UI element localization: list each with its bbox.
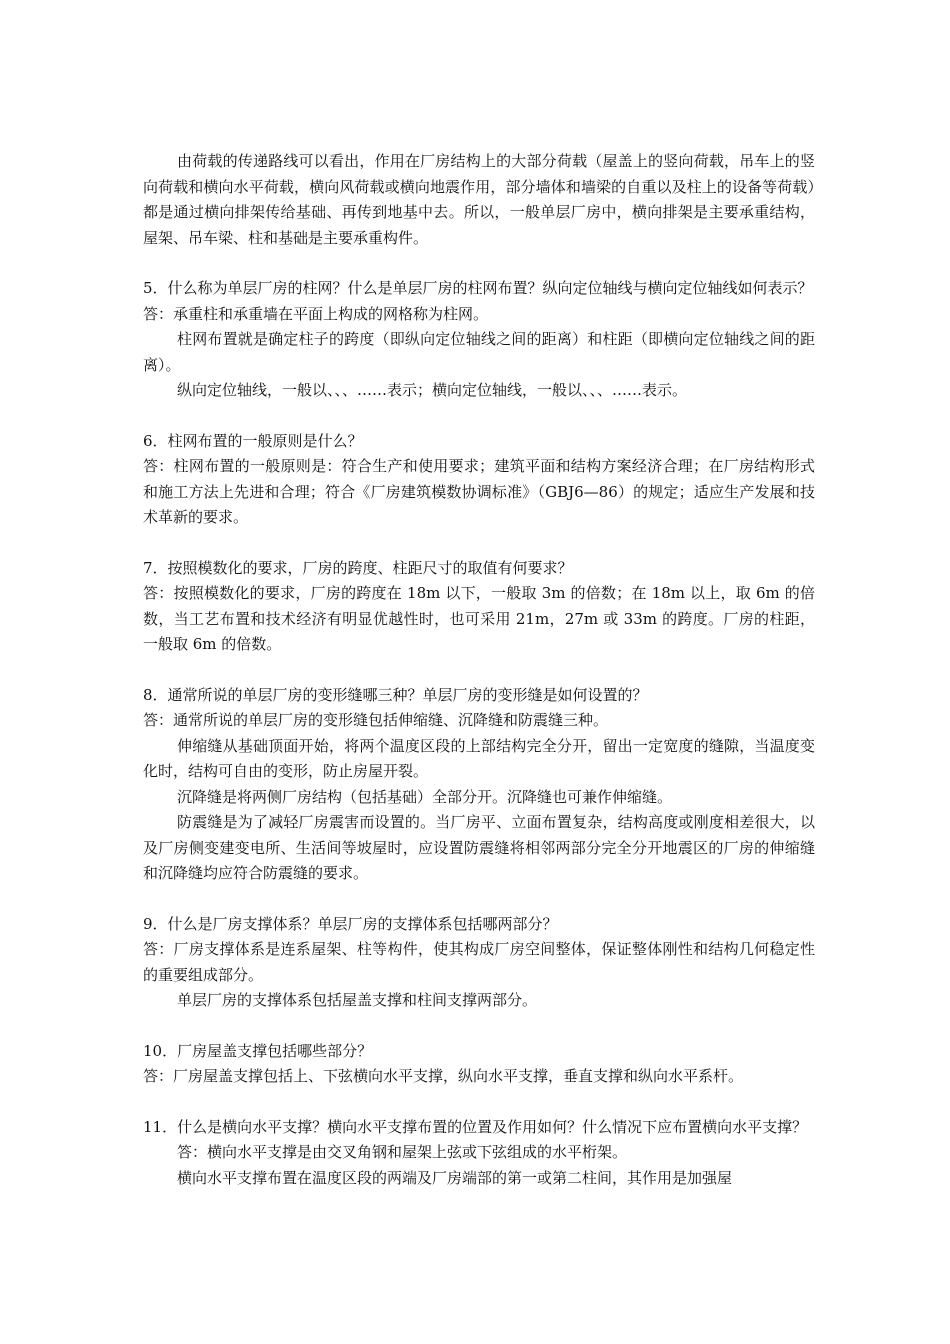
answer-9-paragraph-1: 单层厂房的支撑体系包括屋盖支撑和柱间支撑两部分。 <box>177 991 538 1009</box>
answer-5: 答：承重柱和承重墙在平面上构成的网格称为柱网。 <box>143 304 489 323</box>
answer-9: 答：厂房支撑体系是连系屋架、柱等构件，使其构成厂房空间整体，保证整体刚性和结构几何稳定性的重要组成部分。 <box>143 940 815 984</box>
question-6: 6．柱网布置的一般原则是什么？ <box>143 431 363 450</box>
question-10: 10．厂房屋盖支撑包括哪些部分？ <box>143 1041 373 1060</box>
answer-10: 答：厂房屋盖支撑包括上、下弦横向水平支撑，纵向水平支撑，垂直支撑和纵向水平系杆。 <box>143 1067 744 1085</box>
intro-paragraph: 由荷载的传递路线可以看出，作用在厂房结构上的大部分荷载（屋盖上的竖向荷载，吊车上的竖向荷载和横向水平荷载，横向风荷载或横向地震作用，部分墙体和墙梁的自重以及柱上的设备等荷载）都是通过横向排架传给基础、再传到地基中去。所以，一般单层厂房中，横向排架是主要承重结构，屋架、吊车梁、柱和基础是主要承重构件。 <box>143 152 815 247</box>
answer-7: 答：按照模数化的要求，厂房的跨度在 18m 以下，一般取 3m 的倍数；在 18m 以上，取 6m 的倍数，当工艺布置和技术经济有明显优越性时，也可采用 21m，27m 或 33m 的跨度。厂房的柱距，一般取 6m 的倍数。 <box>143 584 815 653</box>
answer-5-paragraph-1: 柱网布置就是确定柱子的跨度（即纵向定位轴线之间的距离）和柱距（即横向定位轴线之间的距离）。 <box>143 330 815 374</box>
question-7: 7．按照模数化的要求，厂房的跨度、柱距尺寸的取值有何要求？ <box>143 558 573 577</box>
answer-8-paragraph-1: 伸缩缝从基础顶面开始，将两个温度区段的上部结构完全分开，留出一定宽度的缝隙，当温度变化时，结构可自由的变形，防止房屋开裂。 <box>143 736 815 780</box>
answer-6: 答：柱网布置的一般原则是：符合生产和使用要求；建筑平面和结构方案经济合理；在厂房结构形式和施工方法上先进和合理；符合《厂房建筑模数协调标准》（GBJ6—86）的规定；适应生产发展和技术革新的要求。 <box>143 457 815 526</box>
question-11: 11．什么是横向水平支撑？横向水平支撑布置的位置及作用如何？什么情况下应布置横向水平支撑？ <box>143 1117 808 1136</box>
answer-8-paragraph-2: 沉降缝是将两侧厂房结构（包括基础）全部分开。沉降缝也可兼作伸缩缝。 <box>177 787 673 806</box>
answer-8: 答：通常所说的单层厂房的变形缝包括伸缩缝、沉降缝和防震缝三种。 <box>143 711 609 729</box>
question-9: 9．什么是厂房支撑体系？单层厂房的支撑体系包括哪两部分？ <box>143 914 558 933</box>
question-8: 8．通常所说的单层厂房的变形缝哪三种？单层厂房的变形缝是如何设置的？ <box>143 685 648 704</box>
answer-5-paragraph-2: 纵向定位轴线，一般以、、、……表示；横向定位轴线，一般以、、、……表示。 <box>177 381 688 399</box>
document-page <box>143 149 815 1191</box>
answer-11-paragraph-1: 横向水平支撑布置在温度区段的两端及厂房端部的第一或第二柱间，其作用是加强屋 <box>177 1168 733 1187</box>
answer-11: 答：横向水平支撑是由交叉角钢和屋架上弦或下弦组成的水平桁架。 <box>177 1143 628 1161</box>
answer-8-paragraph-3: 防震缝是为了减轻厂房震害而设置的。当厂房平、立面布置复杂，结构高度或刚度相差很大，以及厂房侧变建变电所、生活间等坡屋时，应设置防震缝将相邻两部分完全分开地震区的厂房的伸缩缝和沉降缝均应符合防震缝的要求。 <box>143 813 815 882</box>
question-5: 5．什么称为单层厂房的柱网？什么是单层厂房的柱网布置？纵向定位轴线与横向定位轴线如何表示？ <box>143 279 813 297</box>
